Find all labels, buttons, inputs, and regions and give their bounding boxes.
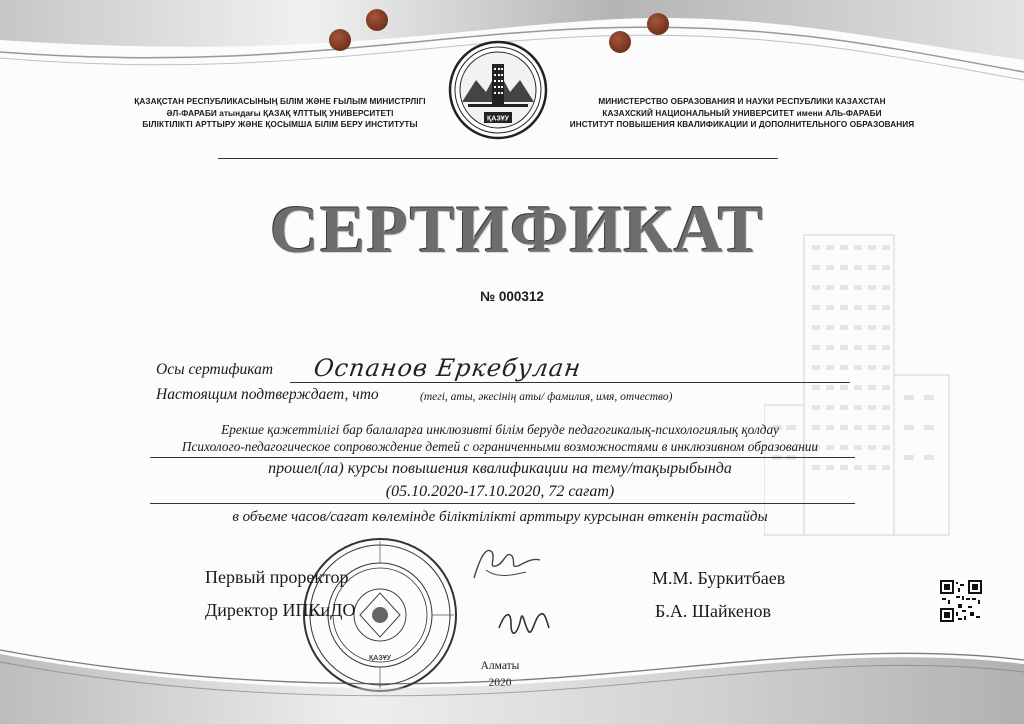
signature-1 <box>466 538 546 588</box>
topic-underline <box>150 457 855 458</box>
university-emblem <box>448 40 548 140</box>
course-topic-ru: Психолого-педагогическое сопровождение детей с ограниченными возможностями в инклюзивном образовании <box>181 439 819 454</box>
name-hint: (тегі, аты, әкесінің аты/ фамилия, имя, отчество) <box>420 391 673 403</box>
punch-hole <box>366 9 388 31</box>
signatory-name-2: Б.А. Шайкенов <box>655 601 772 621</box>
passed-text: прошел(ла) курсы повышения квалификации на тему/тақырыбында <box>268 460 732 477</box>
signatory-name-1: М.М. Буркитбаев <box>652 568 786 588</box>
punch-hole <box>647 13 669 35</box>
recipient-name: Оспанов Еркебулан <box>312 354 584 382</box>
punch-hole <box>329 29 351 51</box>
course-period: (05.10.2020-17.10.2020, 72 сағат) <box>385 483 615 500</box>
header-ru-line-3: ИНСТИТУТ ПОВЫШЕНИЯ КВАЛИФИКАЦИИ И ДОПОЛНИТЕЛЬНОГО ОБРАЗОВАНИЯ <box>569 120 915 129</box>
header-kz <box>120 96 440 131</box>
header-kz-line-2: ӘЛ-ФАРАБИ атындағы ҚАЗАҚ ҰЛТТЫҚ УНИВЕРСИТЕТІ <box>166 108 394 118</box>
label-kz: Осы сертификат <box>156 361 274 378</box>
header-ru <box>562 96 922 131</box>
certificate-number: № 000312 <box>480 289 544 304</box>
signatory-role-1: Первый проректор <box>205 567 349 587</box>
header-kz-line-3: БІЛІКТІЛІКТІ АРТТЫРУ ЖӘНЕ ҚОСЫМША БІЛІМ БЕРУ ИНСТИТУТЫ <box>142 120 418 129</box>
city: Алматы <box>480 660 520 672</box>
label-ru: Настоящим подтверждает, что <box>156 386 379 403</box>
course-topic-kz: Ерекше қажеттілігі бар балаларға инклюзивті білім беруде педагогикалық-психологиялық қолдау <box>221 422 779 437</box>
period-underline <box>150 503 855 504</box>
name-underline <box>290 382 850 383</box>
header-divider <box>218 158 778 159</box>
signatory-role-2: Директор ИПКиДО <box>205 600 356 620</box>
bottom-wave-decoration <box>0 614 1024 724</box>
emblem-text: ҚАЗҰУ <box>487 115 509 123</box>
university-building-watermark <box>764 225 954 555</box>
seal-center-text: ҚАЗҰУ <box>369 655 391 662</box>
header-ru-line-2: КАЗАХСКИЙ НАЦИОНАЛЬНЫЙ УНИВЕРСИТЕТ имени АЛЬ-ФАРАБИ <box>602 108 882 118</box>
certificate-title: СЕРТИФИКАТ <box>270 191 765 267</box>
year: 2020 <box>488 677 512 689</box>
volume-text: в объеме часов/сағат көлемінде біліктілікті арттыру курсынан өткенін растайды <box>232 509 768 525</box>
punch-hole <box>609 31 631 53</box>
header-kz-line-1: ҚАЗАҚСТАН РЕСПУБЛИКАСЫНЫҢ БІЛІМ ЖӘНЕ ҒЫЛЫМ МИНИСТРЛІГІ <box>134 97 426 106</box>
header-ru-line-1: МИНИСТЕРСТВО ОБРАЗОВАНИЯ И НАУКИ РЕСПУБЛИКИ КАЗАХСТАН <box>598 97 886 106</box>
